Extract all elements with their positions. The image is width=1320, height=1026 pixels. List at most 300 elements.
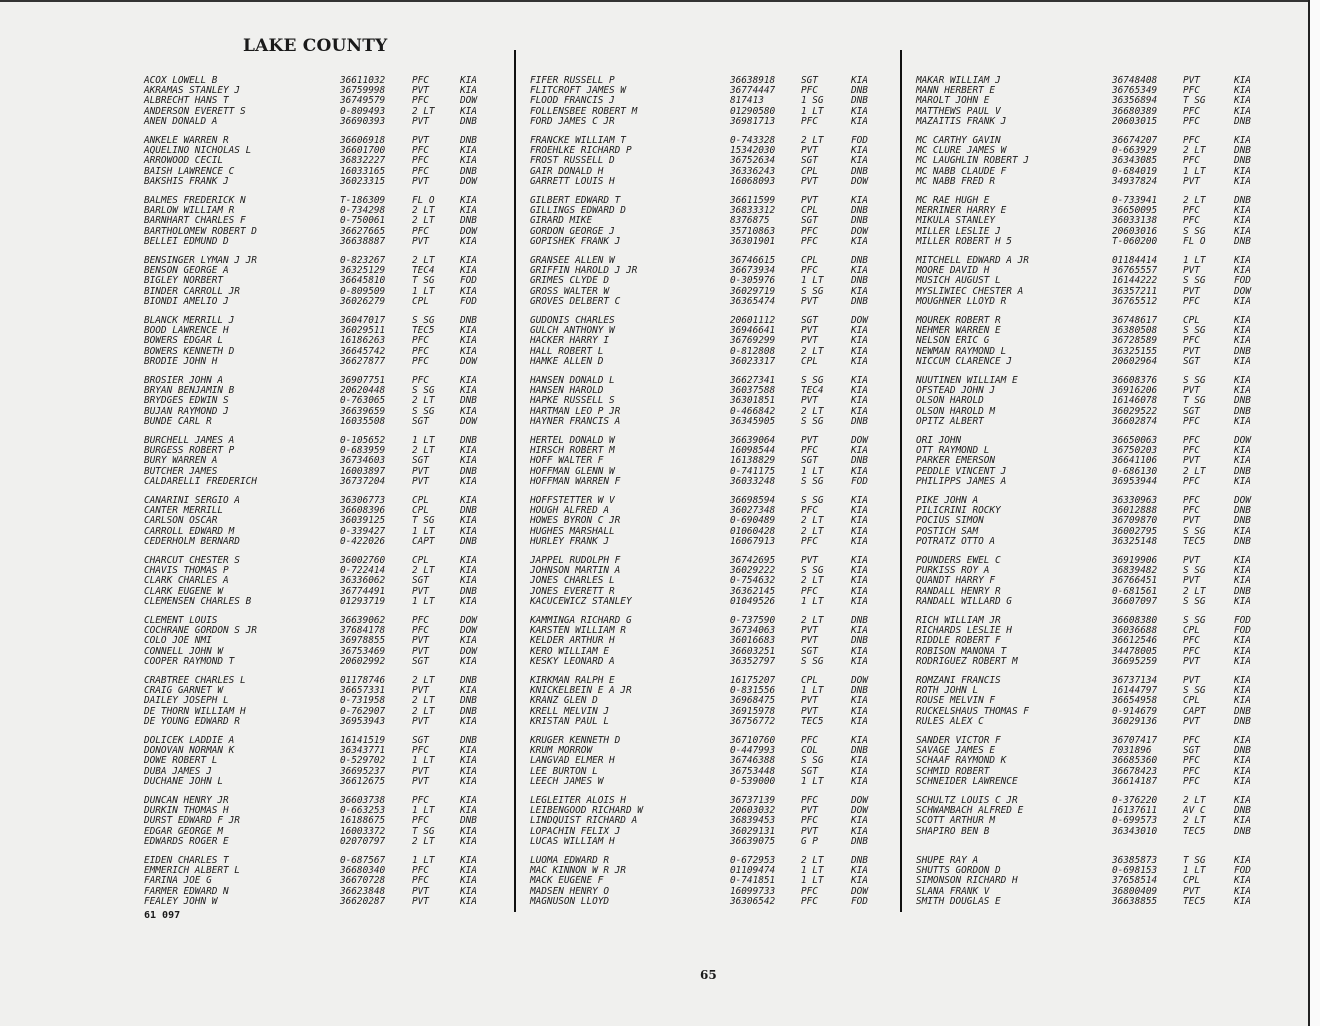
- entry-name: DURKIN THOMAS H: [144, 805, 229, 817]
- entry-status: FOD: [460, 275, 477, 287]
- entry-rank: PFC: [801, 85, 818, 97]
- entry-name: GARRETT LOUIS H: [530, 175, 615, 187]
- entry-serial: 36674207: [1112, 135, 1158, 146]
- entry-rank: PFC: [1183, 755, 1200, 767]
- entry-serial: 36343771: [340, 745, 386, 757]
- entry-serial: 36734063: [730, 625, 776, 637]
- entry-rank: PVT: [1183, 345, 1200, 357]
- entry-name: ROMZANI FRANCIS: [916, 675, 1001, 686]
- entry-serial: 0-339427: [340, 525, 386, 537]
- entry-status: FOD: [851, 475, 868, 487]
- entry-rank: TEC5: [1183, 825, 1206, 837]
- entry-serial: 36657331: [340, 685, 386, 697]
- entry-serial: 36833312: [730, 205, 776, 217]
- entry-rank: PVT: [1183, 715, 1200, 727]
- entry-serial: 36627341: [730, 375, 776, 386]
- entry-rank: PFC: [1183, 635, 1200, 647]
- entry-status: KIA: [1234, 655, 1251, 667]
- entry-rank: T SG: [1183, 95, 1206, 107]
- roster-entry: [530, 717, 910, 727]
- entry-status: DOW: [460, 625, 477, 637]
- entry-name: MANN HERBERT E: [916, 85, 996, 97]
- entry-name: JONES CHARLES L: [530, 575, 615, 587]
- entry-serial: 0-305976: [730, 275, 776, 287]
- entry-rank: 1 LT: [412, 755, 435, 767]
- entry-status: DNB: [851, 85, 868, 97]
- entry-name: NEHMER WARREN E: [916, 325, 1001, 337]
- entry-rank: 1 LT: [1183, 865, 1206, 877]
- entry-status: DNB: [1234, 155, 1251, 167]
- entry-name: NEWMAN RAYMOND L: [916, 345, 1007, 357]
- entry-name: PARKER EMERSON: [916, 455, 996, 467]
- entry-rank: PVT: [412, 885, 429, 897]
- roster-group: [530, 196, 910, 256]
- entry-serial: 36832227: [340, 155, 386, 167]
- entry-serial: 37658514: [1112, 875, 1158, 887]
- entry-rank: PFC: [801, 795, 818, 806]
- entry-serial: 36919906: [1112, 555, 1158, 566]
- entry-serial: 36759998: [340, 85, 386, 97]
- roster-entry: [144, 177, 524, 187]
- entry-rank: 2 LT: [1183, 465, 1206, 477]
- entry-serial: 0-741175: [730, 465, 776, 477]
- entry-name: FRANCKE WILLIAM T: [530, 135, 626, 146]
- entry-serial: 01049526: [730, 595, 776, 607]
- roster-entry: [916, 777, 1296, 787]
- roster-entry: [530, 117, 910, 127]
- entry-serial: 36737139: [730, 795, 776, 806]
- entry-status: KIA: [460, 715, 477, 727]
- entry-serial: 36608380: [1112, 615, 1158, 626]
- entry-rank: PVT: [1183, 555, 1200, 566]
- entry-serial: 36002795: [1112, 525, 1158, 537]
- entry-rank: PVT: [1183, 385, 1200, 397]
- entry-serial: 36750203: [1112, 445, 1158, 457]
- entry-rank: S SG: [412, 385, 435, 397]
- entry-rank: PVT: [801, 195, 818, 206]
- entry-serial: 16141519: [340, 735, 386, 746]
- entry-serial: 36737134: [1112, 675, 1158, 686]
- entry-status: KIA: [851, 705, 868, 717]
- entry-rank: 1 LT: [801, 875, 824, 887]
- entry-status: DNB: [851, 745, 868, 757]
- entry-status: DOW: [851, 225, 868, 237]
- entry-serial: 0-914679: [1112, 705, 1158, 717]
- entry-rank: TEC5: [801, 715, 824, 727]
- roster-group: [530, 376, 910, 436]
- entry-rank: PFC: [1183, 495, 1200, 506]
- entry-serial: 0-684019: [1112, 165, 1158, 177]
- entry-serial: 36357211: [1112, 285, 1158, 297]
- entry-serial: 36907751: [340, 375, 386, 386]
- entry-status: DNB: [851, 615, 868, 626]
- entry-rank: PVT: [1183, 575, 1200, 587]
- entry-serial: 36612675: [340, 775, 386, 787]
- entry-name: CONNELL JOHN W: [144, 645, 224, 657]
- entry-rank: 1 LT: [412, 285, 435, 297]
- entry-name: FLOOD FRANCIS J: [530, 95, 615, 107]
- entry-serial: 0-690489: [730, 515, 776, 527]
- entry-name: FEALEY JOHN W: [144, 895, 218, 907]
- entry-status: DNB: [851, 685, 868, 697]
- entry-rank: SGT: [412, 455, 429, 467]
- entry-name: DOLICEK LADDIE A: [144, 735, 235, 746]
- entry-status: DOW: [851, 795, 868, 806]
- entry-status: KIA: [851, 355, 868, 367]
- roster-entry: [144, 357, 524, 367]
- entry-serial: 36306773: [340, 495, 386, 506]
- entry-serial: 36016683: [730, 635, 776, 647]
- entry-name: ROUSE MELVIN F: [916, 695, 996, 707]
- entry-serial: 0-743328: [730, 135, 776, 146]
- entry-rank: COL: [801, 745, 818, 757]
- entry-status: DNB: [460, 535, 477, 547]
- entry-serial: 36746388: [730, 755, 776, 767]
- entry-name: GORDON GEORGE J: [530, 225, 615, 237]
- entry-status: KIA: [460, 455, 477, 467]
- entry-status: DNB: [460, 465, 477, 477]
- entry-name: SANDER VICTOR F: [916, 735, 1001, 746]
- entry-status: KIA: [460, 285, 477, 297]
- roster-group: [916, 856, 1296, 916]
- entry-rank: PFC: [1183, 335, 1200, 347]
- entry-serial: 0-681561: [1112, 585, 1158, 597]
- entry-name: GIRARD MIKE: [530, 215, 593, 227]
- entry-serial: 36611032: [340, 75, 386, 86]
- roster-group: [144, 436, 524, 496]
- entry-status: KIA: [851, 585, 868, 597]
- entry-name: PILICRINI ROCKY: [916, 505, 1001, 517]
- entry-name: POSTICH SAM: [916, 525, 979, 537]
- entry-status: KIA: [1234, 375, 1251, 386]
- entry-status: KIA: [851, 655, 868, 667]
- entry-serial: 36639062: [340, 615, 386, 626]
- entry-rank: PFC: [412, 165, 429, 177]
- entry-serial: 36695237: [340, 765, 386, 777]
- entry-status: KIA: [851, 445, 868, 457]
- entry-serial: 36603251: [730, 645, 776, 657]
- entry-rank: PFC: [412, 745, 429, 757]
- entry-status: KIA: [460, 565, 477, 577]
- entry-name: NUUTINEN WILLIAM E: [916, 375, 1018, 386]
- roster-entry: [144, 597, 524, 607]
- entry-name: MILLER LESLIE J: [916, 225, 1001, 237]
- roster-entry: [530, 597, 910, 607]
- roster-column-1: [144, 76, 524, 916]
- entry-name: MUSICH AUGUST L: [916, 275, 1001, 287]
- entry-rank: 1 SG: [801, 95, 824, 107]
- entry-name: CHARCUT CHESTER S: [144, 555, 240, 566]
- entry-name: BLANCK MERRILL J: [144, 315, 235, 326]
- entry-name: MC LAUGHLIN ROBERT J: [916, 155, 1029, 167]
- entry-status: DOW: [460, 355, 477, 367]
- entry-rank: PFC: [1183, 445, 1200, 457]
- entry-name: KESKY LEONARD A: [530, 655, 615, 667]
- roster-entry: [144, 837, 524, 847]
- entry-status: KIA: [460, 375, 477, 386]
- entry-serial: 16188675: [340, 815, 386, 827]
- entry-rank: G P: [801, 835, 818, 847]
- entry-status: DNB: [1234, 115, 1251, 127]
- entry-status: KIA: [1234, 85, 1251, 97]
- entry-serial: 36606918: [340, 135, 386, 146]
- entry-status: DNB: [460, 505, 477, 517]
- entry-rank: PVT: [801, 635, 818, 647]
- entry-status: KIA: [1234, 795, 1251, 806]
- entry-name: FIFER RUSSELL P: [530, 75, 615, 86]
- entry-status: KIA: [851, 595, 868, 607]
- entry-status: KIA: [460, 575, 477, 587]
- entry-name: MOUGHNER LLOYD R: [916, 295, 1007, 307]
- entry-rank: 2 LT: [1183, 585, 1206, 597]
- entry-rank: CPL: [412, 295, 429, 307]
- roster-group: [530, 556, 910, 616]
- entry-name: OPITZ ALBERT: [916, 415, 984, 427]
- entry-rank: PVT: [412, 635, 429, 647]
- entry-name: BURCHELL JAMES A: [144, 435, 235, 446]
- entry-serial: 01109474: [730, 865, 776, 877]
- entry-status: KIA: [851, 825, 868, 837]
- entry-status: KIA: [851, 465, 868, 477]
- entry-serial: 0-663929: [1112, 145, 1158, 157]
- entry-status: KIA: [460, 475, 477, 487]
- entry-rank: PVT: [412, 475, 429, 487]
- entry-rank: 1 LT: [801, 685, 824, 697]
- entry-status: DOW: [851, 315, 868, 326]
- entry-serial: 36839482: [1112, 565, 1158, 577]
- entry-serial: 0-105652: [340, 435, 386, 446]
- entry-rank: 2 LT: [412, 445, 435, 457]
- entry-status: KIA: [1234, 335, 1251, 347]
- entry-name: BRYAN BENJAMIN B: [144, 385, 235, 397]
- entry-serial: 16137611: [1112, 805, 1158, 817]
- entry-serial: 36330963: [1112, 495, 1158, 506]
- entry-name: PEDDLE VINCENT J: [916, 465, 1007, 477]
- entry-name: DAILEY JOSEPH L: [144, 695, 229, 707]
- entry-status: KIA: [460, 875, 477, 887]
- entry-serial: 36345905: [730, 415, 776, 427]
- entry-rank: 2 LT: [412, 255, 435, 266]
- entry-status: DNB: [1234, 145, 1251, 157]
- entry-serial: 34937824: [1112, 175, 1158, 187]
- entry-rank: 1 LT: [801, 275, 824, 287]
- entry-name: BARLOW WILLIAM R: [144, 205, 235, 217]
- entry-rank: PFC: [412, 625, 429, 637]
- entry-serial: 36800409: [1112, 885, 1158, 897]
- roster-entry: [530, 777, 910, 787]
- entry-rank: S SG: [1183, 615, 1206, 626]
- entry-rank: PVT: [801, 705, 818, 717]
- entry-status: DNB: [851, 215, 868, 227]
- entry-serial: 36023315: [340, 175, 386, 187]
- entry-status: DOW: [1234, 495, 1251, 506]
- entry-status: KIA: [1234, 225, 1251, 237]
- entry-status: DNB: [460, 735, 477, 746]
- entry-serial: 36685360: [1112, 755, 1158, 767]
- entry-status: KIA: [851, 195, 868, 206]
- entry-rank: PVT: [801, 295, 818, 307]
- entry-status: KIA: [1234, 685, 1251, 697]
- entry-name: DOWE ROBERT L: [144, 755, 218, 767]
- entry-rank: PFC: [412, 75, 429, 86]
- entry-status: KIA: [460, 595, 477, 607]
- entry-status: DNB: [851, 165, 868, 177]
- entry-rank: PFC: [801, 815, 818, 827]
- entry-serial: 20603016: [1112, 225, 1158, 237]
- entry-name: ANEN DONALD A: [144, 115, 218, 127]
- roster-entry: [144, 117, 524, 127]
- roster-group: [916, 316, 1296, 376]
- entry-serial: 817413: [730, 95, 764, 107]
- entry-rank: 2 LT: [801, 525, 824, 537]
- roster-entry: [144, 717, 524, 727]
- roster-group: [144, 496, 524, 556]
- entry-serial: 0-466842: [730, 405, 776, 417]
- entry-serial: 36742695: [730, 555, 776, 566]
- entry-serial: 20620448: [340, 385, 386, 397]
- entry-rank: 2 LT: [801, 345, 824, 357]
- roster-entry: [530, 657, 910, 667]
- entry-serial: 0-809509: [340, 285, 386, 297]
- entry-status: DNB: [1234, 745, 1251, 757]
- entry-status: KIA: [460, 205, 477, 217]
- entry-rank: PVT: [412, 235, 429, 247]
- roster-group: [144, 616, 524, 676]
- roster-entry: [530, 477, 910, 487]
- entry-serial: 36029522: [1112, 405, 1158, 417]
- entry-status: FOD: [1234, 615, 1251, 626]
- roster-group: [144, 736, 524, 796]
- entry-status: KIA: [460, 235, 477, 247]
- entry-rank: T SG: [1183, 855, 1206, 866]
- entry-status: KIA: [1234, 75, 1251, 86]
- entry-status: DNB: [460, 695, 477, 707]
- entry-serial: 01060428: [730, 525, 776, 537]
- entry-name: MC RAE HUGH E: [916, 195, 990, 206]
- entry-name: LUOMA EDWARD R: [530, 855, 610, 866]
- entry-name: KARSTEN WILLIAM R: [530, 625, 626, 637]
- entry-rank: PVT: [801, 625, 818, 637]
- entry-rank: S SG: [1183, 525, 1206, 537]
- entry-status: KIA: [460, 895, 477, 907]
- entry-serial: 16186263: [340, 335, 386, 347]
- entry-name: CANARINI SERGIO A: [144, 495, 240, 506]
- entry-rank: FL O: [1183, 235, 1206, 247]
- entry-status: KIA: [1234, 595, 1251, 607]
- entry-status: KIA: [460, 515, 477, 527]
- entry-rank: PVT: [1183, 75, 1200, 86]
- entry-name: BELLEI EDMUND D: [144, 235, 229, 247]
- entry-rank: PVT: [1183, 455, 1200, 467]
- entry-status: DNB: [1234, 535, 1251, 547]
- entry-status: KIA: [1234, 695, 1251, 707]
- entry-status: KIA: [851, 325, 868, 337]
- entry-status: DNB: [851, 835, 868, 847]
- entry-name: LUCAS WILLIAM H: [530, 835, 615, 847]
- entry-status: DNB: [460, 585, 477, 597]
- entry-name: CARLSON OSCAR: [144, 515, 218, 527]
- entry-serial: 20603032: [730, 805, 776, 817]
- entry-rank: SGT: [801, 215, 818, 227]
- entry-name: CLARK EUGENE W: [144, 585, 224, 597]
- entry-rank: SGT: [801, 155, 818, 167]
- entry-rank: PFC: [1183, 775, 1200, 787]
- entry-name: ORI JOHN: [916, 435, 962, 446]
- entry-serial: 0-722414: [340, 565, 386, 577]
- entry-serial: 36029719: [730, 285, 776, 297]
- entry-serial: 36029511: [340, 325, 386, 337]
- entry-status: FOD: [1234, 625, 1251, 637]
- entry-rank: SGT: [801, 75, 818, 86]
- entry-status: KIA: [1234, 575, 1251, 587]
- entry-status: DOW: [851, 435, 868, 446]
- entry-name: QUANDT HARRY F: [916, 575, 996, 587]
- roster-group: [530, 436, 910, 496]
- entry-status: KIA: [1234, 765, 1251, 777]
- entry-name: MC NABB CLAUDE F: [916, 165, 1007, 177]
- entry-serial: 36710760: [730, 735, 776, 746]
- roster-group: [144, 676, 524, 736]
- entry-serial: 16099733: [730, 885, 776, 897]
- entry-rank: PFC: [1183, 205, 1200, 217]
- entry-status: KIA: [1234, 355, 1251, 367]
- entry-status: DOW: [460, 175, 477, 187]
- entry-rank: S SG: [1183, 595, 1206, 607]
- entry-serial: 16003372: [340, 825, 386, 837]
- entry-name: COCHRANE GORDON S JR: [144, 625, 257, 637]
- entry-status: KIA: [1234, 755, 1251, 767]
- entry-status: KIA: [851, 375, 868, 386]
- entry-serial: 16175207: [730, 675, 776, 686]
- entry-name: NELSON ERIC G: [916, 335, 990, 347]
- entry-rank: S SG: [801, 495, 824, 506]
- entry-serial: 16138829: [730, 455, 776, 467]
- entry-rank: T SG: [1183, 395, 1206, 407]
- entry-name: DUCHANE JOHN L: [144, 775, 224, 787]
- entry-rank: PFC: [801, 505, 818, 517]
- entry-serial: 0-539000: [730, 775, 776, 787]
- entry-rank: S SG: [801, 475, 824, 487]
- entry-rank: SGT: [412, 735, 429, 746]
- entry-name: POCIUS SIMON: [916, 515, 984, 527]
- entry-status: DOW: [851, 805, 868, 817]
- entry-name: AKRAMAS STANLEY J: [144, 85, 240, 97]
- entry-rank: 1 LT: [412, 525, 435, 537]
- entry-name: FARINA JOE G: [144, 875, 212, 887]
- entry-name: KRUM MORROW: [530, 745, 593, 757]
- entry-status: KIA: [460, 555, 477, 566]
- entry-rank: PVT: [801, 335, 818, 347]
- entry-serial: 36602874: [1112, 415, 1158, 427]
- entry-status: KIA: [851, 265, 868, 277]
- entry-name: HARTMAN LEO P JR: [530, 405, 621, 417]
- entry-serial: 36650095: [1112, 205, 1158, 217]
- entry-serial: 36654958: [1112, 695, 1158, 707]
- entry-rank: 1 LT: [801, 595, 824, 607]
- entry-serial: 36027348: [730, 505, 776, 517]
- roster-entry: [916, 417, 1296, 427]
- entry-serial: 36325155: [1112, 345, 1158, 357]
- entry-rank: PVT: [412, 115, 429, 127]
- entry-rank: PVT: [801, 695, 818, 707]
- entry-serial: 36638887: [340, 235, 386, 247]
- roster-group: [144, 376, 524, 436]
- roster-group: [530, 856, 910, 916]
- entry-rank: PFC: [1183, 415, 1200, 427]
- entry-serial: 36611599: [730, 195, 776, 206]
- entry-status: DNB: [1234, 395, 1251, 407]
- entry-status: DNB: [1234, 515, 1251, 527]
